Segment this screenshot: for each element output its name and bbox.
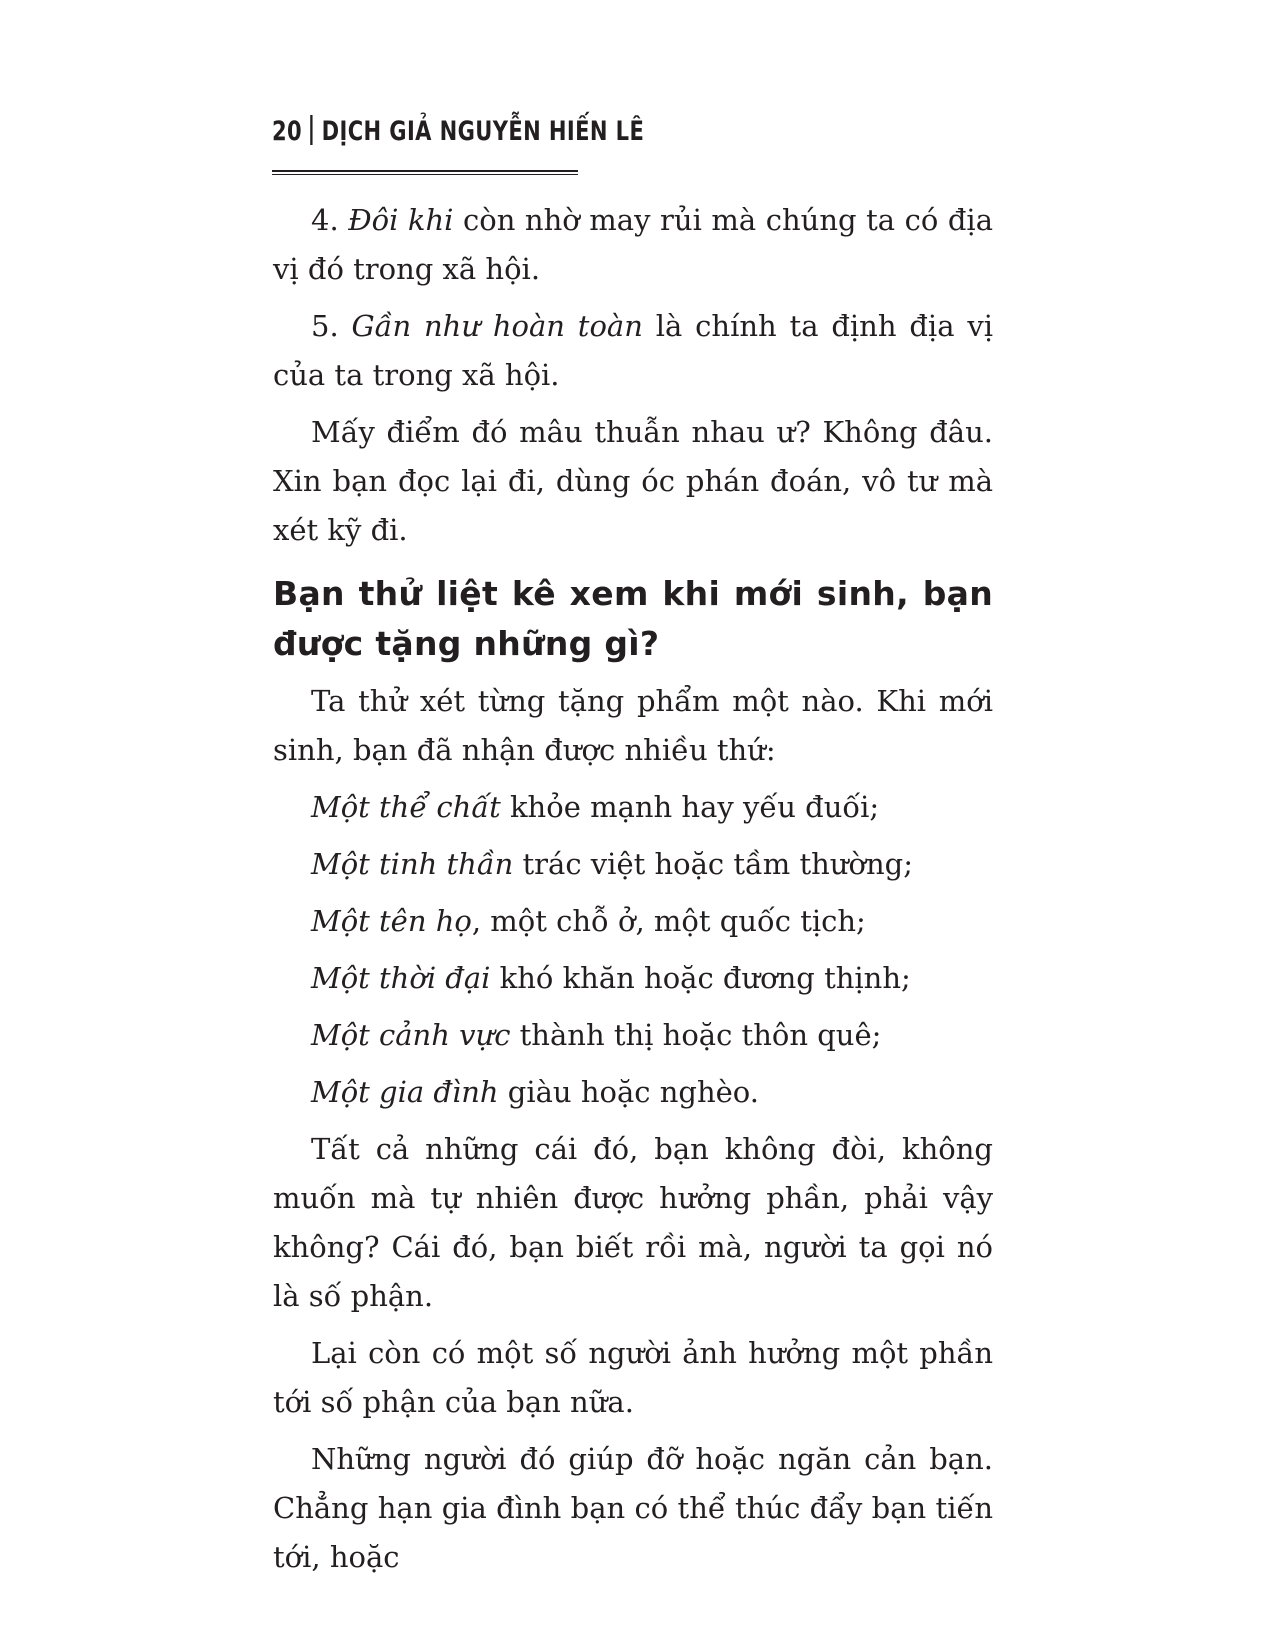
point-4-emphasis: Đôi khi <box>348 203 454 237</box>
gift-item-emphasis: Một tên họ <box>311 904 472 938</box>
gift-item <box>273 783 993 832</box>
point-4-text: còn nhờ may rủi mà chúng ta có địa vị đó trong xã hội. <box>273 203 993 286</box>
gift-item <box>273 954 993 1003</box>
gift-item-emphasis: Một thể chất <box>311 790 501 824</box>
paragraph-point-4 <box>273 196 993 294</box>
section-heading: Bạn thử liệt kê xem khi mới sinh, bạn được tặng những gì? <box>273 574 993 663</box>
header-rule <box>272 170 578 175</box>
page-number: 20 <box>272 116 303 147</box>
body-text <box>273 196 993 1590</box>
gift-item-text: khó khăn hoặc đương thịnh; <box>490 961 911 995</box>
gift-item-text: thành thị hoặc thôn quê; <box>510 1018 882 1052</box>
gift-item <box>273 897 993 946</box>
paragraph-point-5 <box>273 302 993 400</box>
gift-item <box>273 1011 993 1060</box>
point-4-number: 4. <box>311 203 349 237</box>
gift-item-text: khỏe mạnh hay yếu đuối; <box>500 790 880 824</box>
point-5-text: là chính ta định địa vị của ta trong xã hội. <box>273 309 993 392</box>
paragraph-fate: Tất cả những cái đó, bạn không đòi, không muốn mà tự nhiên được hưởng phần, phải vậy không? Cái đó, bạn biết rồi mà, người ta gọi nó là số phận. <box>273 1132 993 1313</box>
paragraph-gifts-intro: Ta thử xét từng tặng phẩm một nào. Khi mới sinh, bạn đã nhận được nhiều thứ: <box>273 684 993 767</box>
paragraph-people-influence: Lại còn có một số người ảnh hưởng một phần tới số phận của bạn nữa. <box>273 1336 993 1419</box>
running-header <box>272 112 644 152</box>
paragraph-help-or-hinder: Những người đó giúp đỡ hoặc ngăn cản bạn. Chẳng hạn gia đình bạn có thể thúc đẩy bạn tiến tới, hoặc <box>273 1442 993 1574</box>
gift-item-emphasis: Một thời đại <box>311 961 491 995</box>
gift-item <box>273 1068 993 1117</box>
running-title: DỊCH GIẢ NGUYỄN HIẾN LÊ <box>321 116 645 147</box>
gift-item-text: trác việt hoặc tầm thường; <box>513 847 913 881</box>
header-separator <box>310 115 312 145</box>
point-5-emphasis: Gần như hoàn toàn <box>351 309 643 343</box>
gift-item <box>273 840 993 889</box>
paragraph-contradiction: Mấy điểm đó mâu thuẫn nhau ư? Không đâu. Xin bạn đọc lại đi, dùng óc phán đoán, vô tư mà xét kỹ đi. <box>273 415 993 547</box>
gift-item-emphasis: Một tinh thần <box>311 847 514 881</box>
gift-item-text: giàu hoặc nghèo. <box>498 1075 759 1109</box>
gift-item-emphasis: Một gia đình <box>311 1075 499 1109</box>
gift-item-text: , một chỗ ở, một quốc tịch; <box>471 904 866 938</box>
point-5-number: 5. <box>311 309 352 343</box>
gift-item-emphasis: Một cảnh vực <box>311 1018 511 1052</box>
